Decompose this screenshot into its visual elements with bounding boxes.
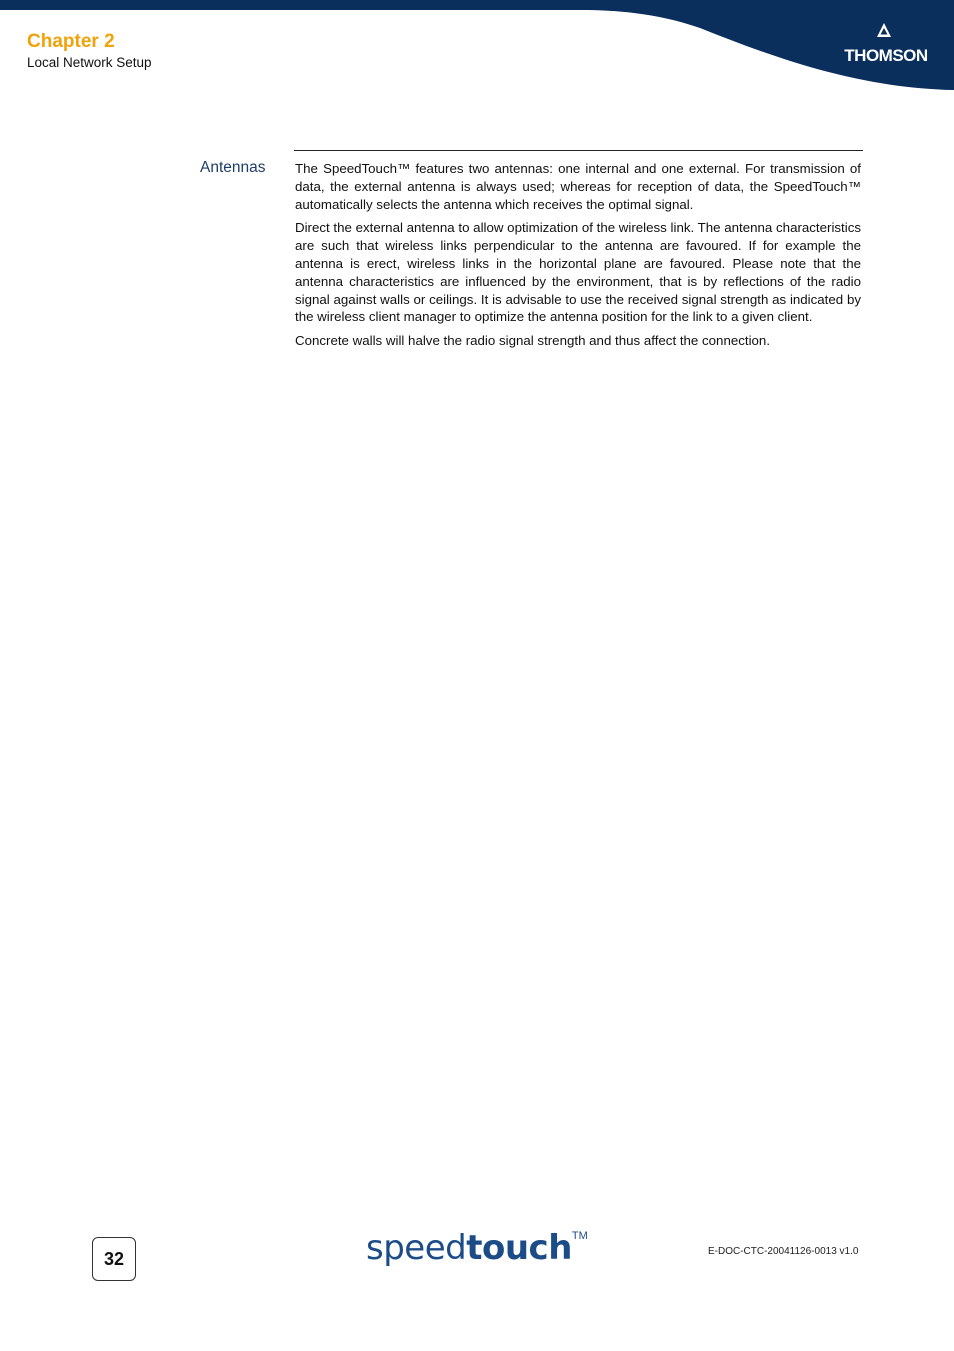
chapter-subtitle: Local Network Setup	[27, 55, 152, 70]
document-reference: E-DOC-CTC-20041126-0013 v1.0	[708, 1246, 859, 1257]
thomson-logo-icon	[836, 20, 936, 44]
section-body	[295, 160, 861, 356]
thomson-logo	[836, 20, 936, 70]
paragraph: Concrete walls will halve the radio signal strength and thus affect the connection.	[295, 333, 771, 349]
header-band	[0, 0, 954, 100]
section-divider	[294, 150, 863, 151]
paragraph: Direct the external antenna to allow optimization of the wireless link. The antenna characteristics are such that wireless links perpendicular to the antenna are favoured. If for example the antenna is erect, wireless links in the horizontal plane are favoured. Please note that the antenna characteristics are influenced by the environment, that is by reflections of the radio signal against walls or ceilings. It is advisable to use the received signal strength as indicated by the wireless client manager to optimize the antenna position for the link to a given client.	[295, 220, 861, 325]
chapter-title: Chapter 2	[27, 31, 115, 52]
logo-touch: touch	[466, 1228, 572, 1268]
logo-trademark: TM	[571, 1230, 588, 1242]
paragraph: The SpeedTouch™ features two antennas: one internal and one external. For transmission of data, the external antenna is always used; whereas for reception of data, the SpeedTouch™ automatically selects the antenna which receives the optimal signal.	[295, 161, 861, 212]
logo-speed: speed	[366, 1228, 467, 1268]
page-number: 32	[92, 1237, 136, 1281]
brand-name: THOMSON	[844, 46, 928, 65]
speedtouch-logo	[366, 1228, 588, 1276]
section-heading: Antennas	[200, 159, 266, 176]
